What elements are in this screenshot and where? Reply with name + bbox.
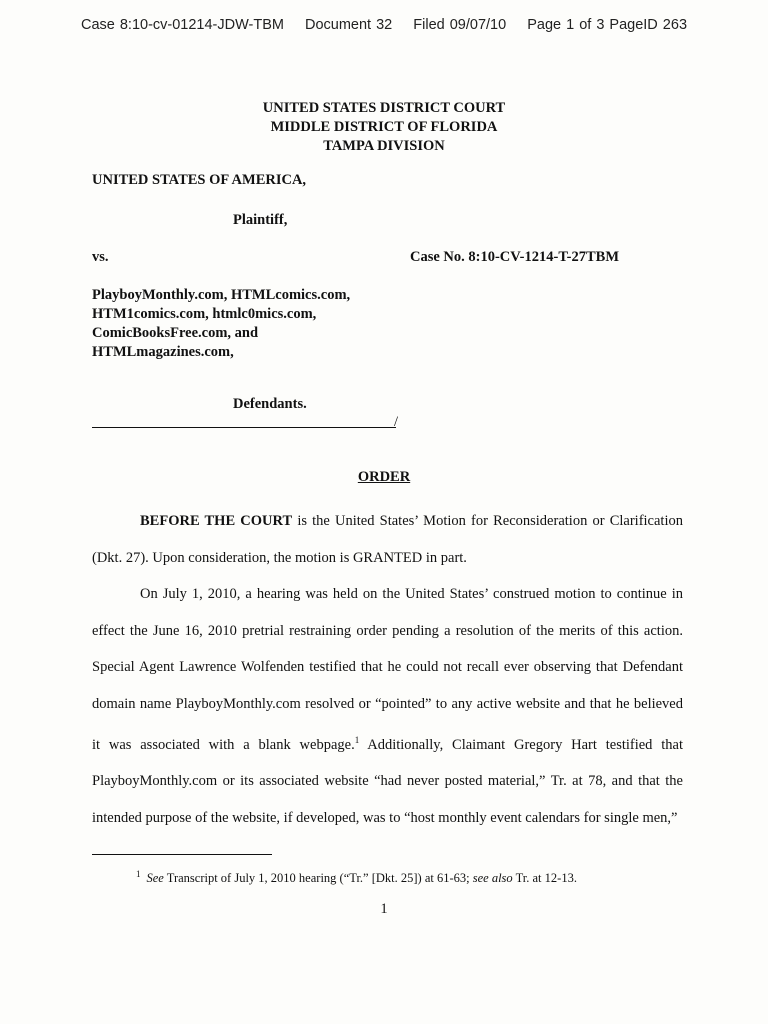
header-case-number: Case 8:10-cv-01214-JDW-TBM: [80, 17, 284, 33]
order-body: [92, 503, 683, 836]
order-paragraph: [92, 503, 683, 576]
ecf-header: [0, 17, 768, 33]
plaintiff-name: UNITED STATES OF AMERICA,: [92, 172, 307, 188]
court-heading: [0, 99, 768, 156]
order-title: ORDER: [357, 469, 411, 485]
court-division: TAMPA DIVISION: [323, 138, 445, 154]
paragraph-text: Additionally, Claimant Gregory Hart testified that PlayboyMonthly.com or its associated website “had never posted material,” Tr. at 78, and that the intended purpose of the website, if developed, was to “host monthly event calendars for single men,”: [92, 736, 683, 826]
court-district: MIDDLE DISTRICT OF FLORIDA: [270, 119, 498, 135]
footnote-number: 1: [136, 869, 141, 879]
footnote: [136, 869, 577, 886]
paragraph-text: On July 1, 2010, a hearing was held on the United States’ construed motion to continue in effect the June 16, 2010 pretrial restraining order pending a resolution of the merits of this action. Special Agent Lawrence Wolfenden testified that he could not recall ever observing that Defendant domain name PlayboyMonthly.com resolved or “pointed” to any active website and that he believed it was associated with a blank webpage.: [92, 586, 683, 753]
before-the-court-phrase: BEFORE THE COURT: [140, 513, 293, 529]
caption-divider: [92, 427, 396, 428]
defendant-line: ComicBooksFree.com, and: [92, 325, 259, 341]
header-document-number: Document 32: [305, 17, 393, 33]
page-number: 1: [380, 901, 388, 917]
defendants-list: [92, 286, 350, 362]
defendant-line: PlayboyMonthly.com, HTMLcomics.com,: [92, 287, 351, 303]
defendant-line: HTM1comics.com, htmlc0mics.com,: [92, 306, 317, 322]
footnote-reference[interactable]: 1: [354, 735, 360, 745]
footnote-see: See: [146, 871, 164, 886]
header-page-info: Page 1 of 3 PageID 263: [527, 17, 688, 33]
footnote-see-also: see also: [472, 871, 513, 886]
caption-slash: /: [394, 414, 399, 430]
court-name: UNITED STATES DISTRICT COURT: [262, 100, 506, 116]
defendant-line: HTMLmagazines.com,: [92, 344, 234, 360]
plaintiff-label: Plaintiff,: [233, 212, 288, 228]
versus-label: vs.: [92, 249, 109, 265]
footnote-text: Transcript of July 1, 2010 hearing (“Tr.” [Dkt. 25]) at 61-63;: [163, 871, 473, 886]
order-paragraph: [92, 576, 683, 836]
paragraph-text: is the United States’ Motion for Reconsideration or Clarification (Dkt. 27). Upon consideration, the motion is GRANTED in part.: [92, 513, 683, 566]
header-filed-date: Filed 09/07/10: [413, 17, 507, 33]
footnote-divider: [92, 854, 272, 855]
footnote-text: Tr. at 12-13.: [512, 871, 577, 886]
case-number: Case No. 8:10-CV-1214-T-27TBM: [410, 249, 620, 265]
defendants-label: Defendants.: [233, 396, 307, 412]
